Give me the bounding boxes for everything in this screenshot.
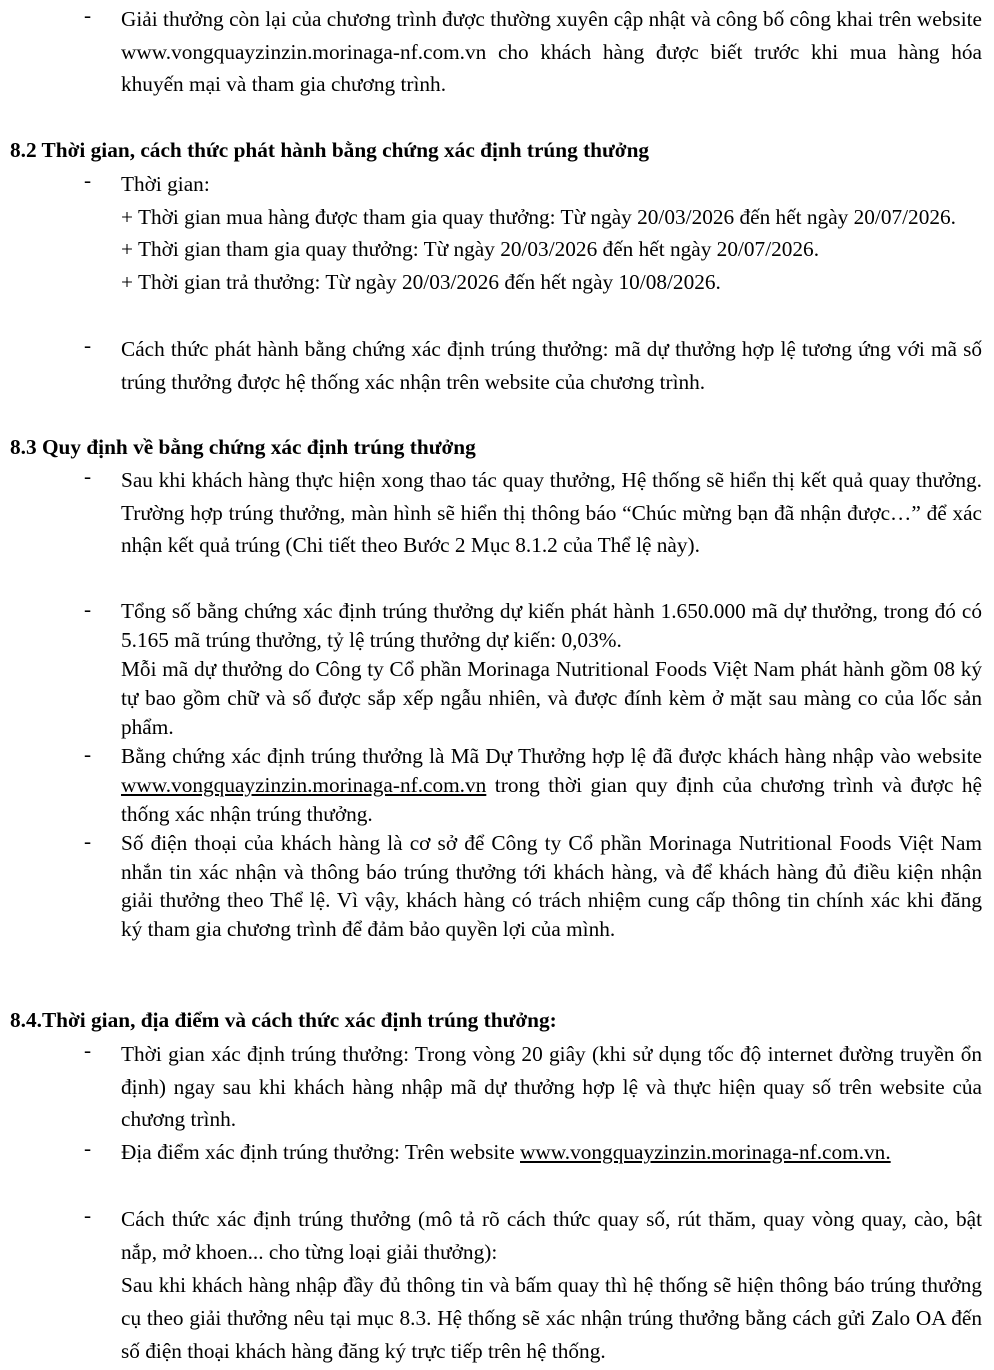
s84-item1-bullet bbox=[84, 1038, 982, 1136]
s84-item3-cont: Sau khi khách hàng nhập đầy đủ thông tin và bấm quay thì hệ thống sẽ hiện thông báo trúng thưởng cụ theo giải thưởng nêu tại mục 8.3. Hệ thống sẽ xác nhận trúng thưởng bằng cách gửi Zalo OA đến số điện thoại khách hàng đăng ký trực tiếp trên hệ thống. bbox=[121, 1273, 982, 1363]
bullet-dash: - bbox=[84, 742, 92, 766]
s83-item2: Tổng số bằng chứng xác định trúng thưởng dự kiến phát hành 1.650.000 mã dự thưởng, trong đó có 5.165 mã trúng thưởng, tỷ lệ trúng thưởng dự kiến: 0,03%. bbox=[121, 599, 982, 652]
bullet-dash: - bbox=[84, 597, 92, 621]
s83-item3-post: trong thời gian quy định của chương trình và được hệ thống xác nhận trúng thưởng. bbox=[121, 773, 982, 826]
s82-time-award: + Thời gian trả thưởng: Từ ngày 20/03/2026 đến hết ngày 10/08/2026. bbox=[121, 269, 721, 294]
s83-item1-bullet bbox=[84, 464, 982, 562]
s84-item2-pre: Địa điểm xác định trúng thưởng: Trên website bbox=[121, 1140, 521, 1164]
s83-item3-bullet bbox=[84, 742, 982, 829]
s82-time-purchase: + Thời gian mua hàng được tham gia quay thưởng: Từ ngày 20/03/2026 đến hết ngày 20/07/2026. bbox=[121, 204, 956, 229]
s84-item3-bullet bbox=[84, 1203, 982, 1368]
section-8-4-heading: 8.4.Thời gian, địa điểm và cách thức xác định trúng thưởng: bbox=[10, 1008, 557, 1032]
s83-item1: Sau khi khách hàng thực hiện xong thao tác quay thưởng, Hệ thống sẽ hiển thị kết quả quay thưởng. Trường hợp trúng thưởng, màn hình sẽ hiển thị thông báo “Chúc mừng bạn đã nhận được…” để xác nhận kết quả trúng (Chi tiết theo Bước 2 Mục 8.1.2 của Thể lệ này). bbox=[121, 468, 982, 557]
bullet-dash: - bbox=[84, 1038, 92, 1062]
s83-item4-bullet bbox=[84, 829, 982, 943]
s83-item2-cont: Mỗi mã dự thưởng do Công ty Cổ phần Morinaga Nutritional Foods Việt Nam phát hành gồm 08 ký tự bao gồm chữ và số được sắp xếp ngẫu nhiên, và được đính kèm ở mặt sau màng co của lốc sản phẩm. bbox=[121, 657, 982, 739]
bullet-dash: - bbox=[84, 1203, 92, 1227]
intro-bullet bbox=[84, 3, 982, 101]
s84-item2 bbox=[121, 1136, 982, 1169]
s82-time-spin: + Thời gian tham gia quay thưởng: Từ ngày 20/03/2026 đến hết ngày 20/07/2026. bbox=[121, 237, 820, 261]
bullet-dash: - bbox=[84, 168, 92, 192]
intro-text: Giải thưởng còn lại của chương trình được thường xuyên cập nhật và công bố công khai trên website www.vongquayzinzin.morinaga-nf.com.vn cho khách hàng được biết trước khi mua hàng hóa khuyến mại và tham gia chương trình. bbox=[121, 7, 982, 96]
bullet-dash: - bbox=[84, 1136, 92, 1160]
bullet-dash: - bbox=[84, 3, 92, 27]
section-8-2-heading: 8.2 Thời gian, cách thức phát hành bằng chứng xác định trúng thưởng bbox=[10, 138, 650, 162]
s83-item3 bbox=[121, 742, 982, 829]
s82-time-label: Thời gian: bbox=[121, 172, 210, 196]
bullet-dash: - bbox=[84, 333, 92, 357]
s84-item1: Thời gian xác định trúng thưởng: Trong vòng 20 giây (khi sử dụng tốc độ internet đường truyền ổn định) ngay sau khi khách hàng nhập mã dự thưởng hợp lệ và thực hiện quay số trên website của chương trình. bbox=[121, 1042, 982, 1131]
bullet-dash: - bbox=[84, 464, 92, 488]
s82-method-bullet bbox=[84, 333, 982, 398]
website-link[interactable]: www.vongquayzinzin.morinaga-nf.com.vn bbox=[121, 773, 487, 797]
s84-item2-bullet bbox=[84, 1136, 982, 1169]
s83-item4: Số điện thoại của khách hàng là cơ sở để Công ty Cổ phần Morinaga Nutritional Foods Việt Nam nhắn tin xác nhận và thông báo trúng thưởng tới khách hàng, và để khách hàng đủ điều kiện nhận giải thưởng theo Thể lệ. Vì vậy, khách hàng có trách nhiệm cung cấp thông tin chính xác khi đăng ký tham gia chương trình để đảm bảo quyền lợi của mình. bbox=[121, 831, 982, 941]
s84-item3: Cách thức xác định trúng thưởng (mô tả rõ cách thức quay số, rút thăm, quay vòng quay, cào, bật nắp, mở khoen... cho từng loại giải thưởng): bbox=[121, 1207, 982, 1264]
bullet-dash: - bbox=[84, 829, 92, 853]
section-8-3-heading: 8.3 Quy định về bằng chứng xác định trúng thưởng bbox=[10, 435, 476, 459]
s83-item2-bullet bbox=[84, 597, 982, 742]
website-link[interactable]: www.vongquayzinzin.morinaga-nf.com.vn. bbox=[520, 1140, 891, 1164]
s83-item3-pre: Bằng chứng xác định trúng thưởng là Mã Dự Thưởng hợp lệ đã được khách hàng nhập vào website bbox=[121, 744, 982, 768]
s82-time-bullet bbox=[84, 168, 982, 298]
s82-method: Cách thức phát hành bằng chứng xác định trúng thưởng: mã dự thưởng hợp lệ tương ứng với mã số trúng thưởng được hệ thống xác nhận trên website của chương trình. bbox=[121, 337, 982, 394]
